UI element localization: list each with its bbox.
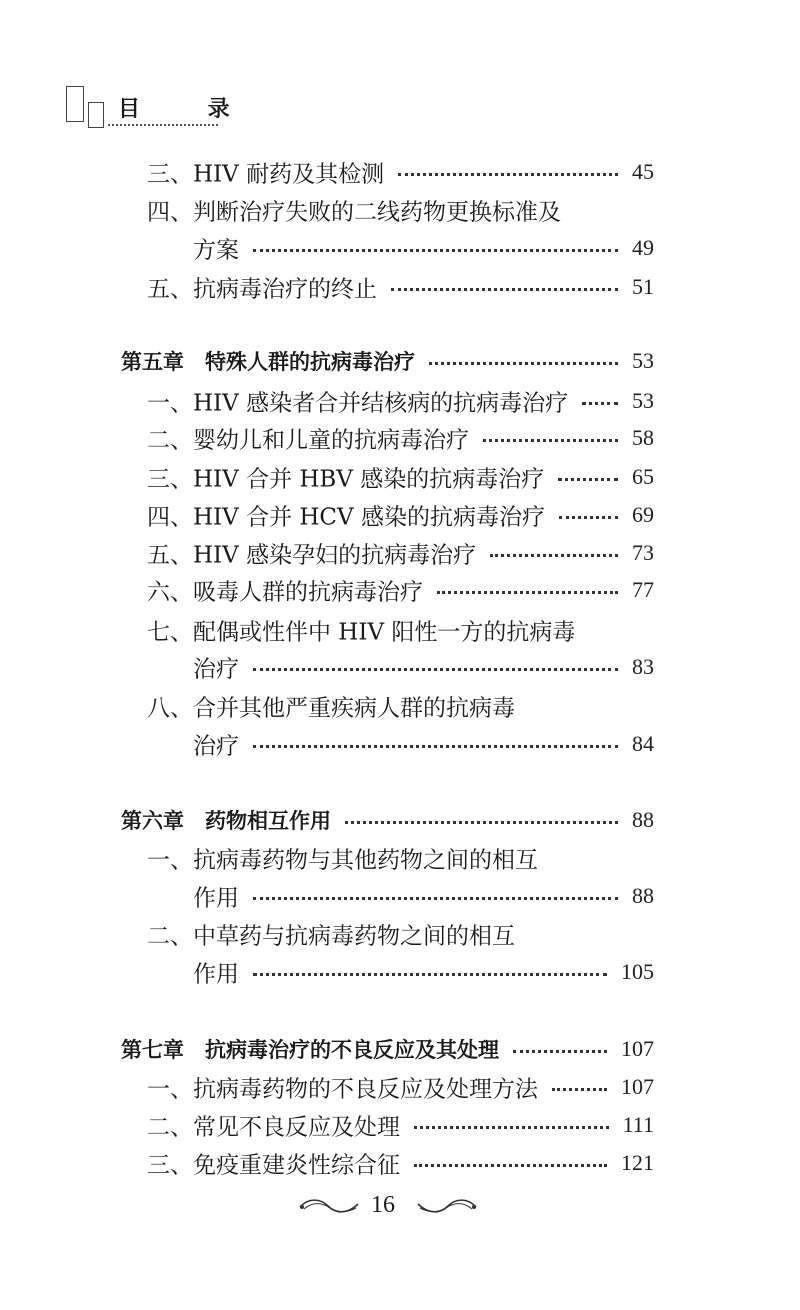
toc-entry [0,459,800,495]
dot-leader [437,591,618,594]
dot-leader [483,439,618,442]
entry-title: 六、吸毒人群的抗病毒治疗 [147,574,423,607]
entry-title: 作用 [193,956,239,989]
dot-leader [345,821,618,824]
entry-title: 一、HIV 感染者合并结核病的抗病毒治疗 [147,385,568,418]
toc-entry [0,230,800,266]
entry-title: 治疗 [193,728,239,761]
toc-entry [0,154,800,190]
entry-page-number: 84 [632,731,654,756]
toc-entry [0,192,800,228]
dot-leader [582,402,618,405]
entry-title: 方案 [193,232,239,265]
entry-title: 八、合并其他严重疾病人群的抗病毒 [147,690,515,723]
entry-title: 作用 [193,880,239,913]
page-footer [0,1188,800,1228]
dot-leader [253,897,618,900]
toc-entry [0,1145,800,1181]
dot-leader [513,1050,607,1053]
entry-title: 治疗 [193,651,239,684]
entry-page-number: 51 [632,274,654,299]
entry-page-number: 77 [632,577,654,602]
dot-leader [253,249,618,252]
entry-title: 一、抗病毒药物与其他药物之间的相互 [147,842,538,875]
entry-title: 三、免疫重建炎性综合征 [147,1147,400,1180]
page-number: 16 [371,1192,395,1218]
toc-entry [0,916,800,952]
toc-entry [0,535,800,571]
chapter-title: 第六章 药物相互作用 [121,805,331,835]
entry-page-number: 49 [632,235,654,260]
toc-entry [0,688,800,724]
entry-page-number: 45 [632,159,654,184]
entry-title: 七、配偶或性伴中 HIV 阳性一方的抗病毒 [147,614,575,647]
page-title: 目 录 [118,97,260,122]
dot-leader [559,516,618,519]
entry-title: 三、HIV 耐药及其检测 [147,156,384,189]
entry-page-number: 111 [622,1112,654,1137]
entry-page-number: 88 [632,807,654,832]
entry-title: 二、婴幼儿和儿童的抗病毒治疗 [147,422,469,455]
entry-page-number: 53 [632,388,654,413]
right-flourish-icon [414,1196,478,1218]
toc-entry [0,840,800,876]
toc-entry [0,1107,800,1143]
toc-entry [0,383,800,419]
dot-leader [414,1126,609,1129]
left-flourish-icon [298,1196,362,1218]
entry-page-number: 83 [632,654,654,679]
toc-entry [0,726,800,762]
toc-entry [0,420,800,456]
entry-page-number: 73 [632,540,654,565]
dot-leader [490,554,618,557]
entry-title: 三、HIV 合并 HBV 感染的抗病毒治疗 [147,461,544,494]
toc-entry [0,649,800,685]
entry-title: 四、HIV 合并 HCV 感染的抗病毒治疗 [147,499,545,532]
entry-page-number: 69 [632,502,654,527]
toc-entry [0,269,800,305]
toc-entry [0,612,800,648]
entry-title: 五、HIV 感染孕妇的抗病毒治疗 [147,537,476,570]
chapter-title: 第五章 特殊人群的抗病毒治疗 [121,346,415,376]
dot-leader [558,478,618,481]
entry-page-number: 58 [632,425,654,450]
toc-chapter-entry [0,802,800,838]
toc-entry [0,497,800,533]
toc-entry [0,572,800,608]
entry-page-number: 107 [621,1036,654,1061]
toc-entry [0,954,800,990]
entry-title: 五、抗病毒治疗的终止 [147,271,377,304]
entry-title: 二、常见不良反应及处理 [147,1109,400,1142]
dot-leader [414,1164,607,1167]
dot-leader [398,173,618,176]
toc-entry [0,1069,800,1105]
entry-page-number: 107 [621,1074,654,1099]
toc-entry [0,878,800,914]
entry-title: 一、抗病毒药物的不良反应及处理方法 [147,1071,538,1104]
entry-page-number: 65 [632,464,654,489]
dot-leader [552,1088,607,1091]
dot-leader [253,973,607,976]
dot-leader [253,668,618,671]
entry-page-number: 105 [621,959,654,984]
entry-page-number: 88 [632,883,654,908]
dot-leader [253,745,618,748]
entry-title: 二、中草药与抗病毒药物之间的相互 [147,918,515,951]
entry-page-number: 53 [632,348,654,373]
toc-chapter-entry [0,1031,800,1067]
entry-page-number: 121 [621,1150,654,1175]
dot-leader [391,288,618,291]
dot-leader [429,362,618,365]
chapter-title: 第七章 抗病毒治疗的不良反应及其处理 [121,1034,499,1064]
entry-title: 四、判断治疗失败的二线药物更换标准及 [147,194,561,227]
toc-chapter-entry [0,343,800,379]
